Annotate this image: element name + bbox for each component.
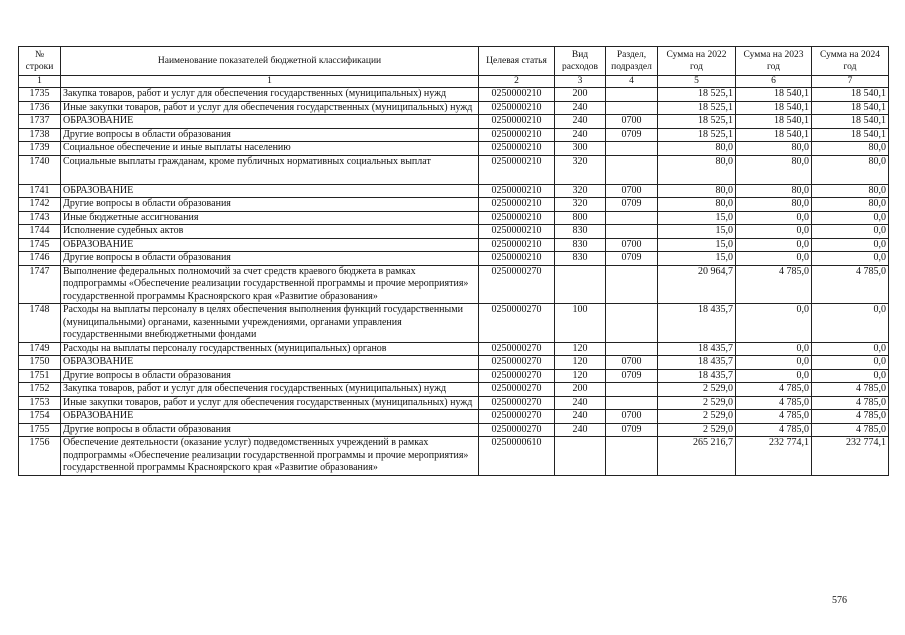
table-body bbox=[19, 88, 889, 476]
sum-2024: 0,0 bbox=[812, 211, 889, 225]
header-indicator-name: Наименование показателей бюджетной классификации bbox=[61, 47, 479, 76]
expense-type: 240 bbox=[555, 396, 606, 410]
row-number: 1740 bbox=[19, 155, 61, 184]
sum-2024: 0,0 bbox=[812, 252, 889, 266]
header-sum-2023: Сумма на 2023 год bbox=[736, 47, 812, 76]
table-row bbox=[19, 225, 889, 239]
sum-2024: 80,0 bbox=[812, 155, 889, 184]
sum-2023: 4 785,0 bbox=[736, 383, 812, 397]
section-code bbox=[606, 88, 658, 102]
expense-type: 300 bbox=[555, 142, 606, 156]
indicator-name: Иные закупки товаров, работ и услуг для обеспечения государственных (муниципальных) нужд bbox=[61, 396, 479, 410]
table-row bbox=[19, 383, 889, 397]
row-number: 1756 bbox=[19, 437, 61, 476]
sum-2022: 18 435,7 bbox=[658, 304, 736, 343]
indicator-name: Другие вопросы в области образования bbox=[61, 423, 479, 437]
sum-2022: 15,0 bbox=[658, 225, 736, 239]
section-code: 0700 bbox=[606, 184, 658, 198]
sum-2022: 18 525,1 bbox=[658, 101, 736, 115]
target-article: 0250000270 bbox=[479, 369, 555, 383]
sum-2022: 18 525,1 bbox=[658, 128, 736, 142]
sum-2023: 0,0 bbox=[736, 342, 812, 356]
table-row bbox=[19, 423, 889, 437]
indicator-name: Закупка товаров, работ и услуг для обеспечения государственных (муниципальных) нужд bbox=[61, 88, 479, 102]
sum-2024: 80,0 bbox=[812, 198, 889, 212]
section-code bbox=[606, 225, 658, 239]
target-article: 0250000210 bbox=[479, 198, 555, 212]
sum-2023: 18 540,1 bbox=[736, 128, 812, 142]
section-code bbox=[606, 342, 658, 356]
header-expense-type: Вид расходов bbox=[555, 47, 606, 76]
row-number: 1737 bbox=[19, 115, 61, 129]
sum-2022: 18 435,7 bbox=[658, 342, 736, 356]
section-code bbox=[606, 155, 658, 184]
table-row bbox=[19, 304, 889, 343]
indicator-name: Другие вопросы в области образования bbox=[61, 252, 479, 266]
expense-type: 200 bbox=[555, 88, 606, 102]
sum-2022: 18 435,7 bbox=[658, 356, 736, 370]
table-row bbox=[19, 410, 889, 424]
sum-2023: 4 785,0 bbox=[736, 423, 812, 437]
sum-2022: 2 529,0 bbox=[658, 423, 736, 437]
row-number: 1744 bbox=[19, 225, 61, 239]
sum-2022: 15,0 bbox=[658, 211, 736, 225]
target-article: 0250000270 bbox=[479, 383, 555, 397]
header-target-article: Целевая статья bbox=[479, 47, 555, 76]
sum-2022: 2 529,0 bbox=[658, 410, 736, 424]
header-section: Раздел, подраздел bbox=[606, 47, 658, 76]
target-article: 0250000210 bbox=[479, 88, 555, 102]
column-numbers-row bbox=[19, 76, 889, 88]
sum-2022: 18 525,1 bbox=[658, 115, 736, 129]
row-number: 1743 bbox=[19, 211, 61, 225]
table-row bbox=[19, 356, 889, 370]
sum-2024: 0,0 bbox=[812, 225, 889, 239]
expense-type: 320 bbox=[555, 198, 606, 212]
sum-2024: 232 774,1 bbox=[812, 437, 889, 476]
section-code: 0700 bbox=[606, 410, 658, 424]
sum-2022: 18 435,7 bbox=[658, 369, 736, 383]
table-row bbox=[19, 342, 889, 356]
row-number: 1751 bbox=[19, 369, 61, 383]
row-number: 1741 bbox=[19, 184, 61, 198]
sum-2024: 80,0 bbox=[812, 142, 889, 156]
table-row bbox=[19, 101, 889, 115]
sum-2023: 0,0 bbox=[736, 252, 812, 266]
section-code: 0709 bbox=[606, 423, 658, 437]
table-row bbox=[19, 252, 889, 266]
table-row bbox=[19, 238, 889, 252]
expense-type: 120 bbox=[555, 342, 606, 356]
row-number: 1735 bbox=[19, 88, 61, 102]
section-code: 0700 bbox=[606, 115, 658, 129]
page-number: 576 bbox=[832, 595, 847, 606]
expense-type bbox=[555, 437, 606, 476]
section-code bbox=[606, 142, 658, 156]
section-code: 0709 bbox=[606, 198, 658, 212]
budget-table bbox=[18, 46, 889, 476]
sum-2023: 0,0 bbox=[736, 304, 812, 343]
expense-type: 240 bbox=[555, 423, 606, 437]
column-number: 7 bbox=[812, 76, 889, 88]
indicator-name: Социальное обеспечение и иные выплаты населению bbox=[61, 142, 479, 156]
sum-2022: 20 964,7 bbox=[658, 265, 736, 304]
row-number: 1747 bbox=[19, 265, 61, 304]
expense-type: 830 bbox=[555, 238, 606, 252]
header-row bbox=[19, 47, 889, 76]
sum-2024: 4 785,0 bbox=[812, 396, 889, 410]
target-article: 0250000210 bbox=[479, 101, 555, 115]
sum-2023: 232 774,1 bbox=[736, 437, 812, 476]
column-number: 1 bbox=[61, 76, 479, 88]
column-number: 1 bbox=[19, 76, 61, 88]
table-row bbox=[19, 369, 889, 383]
sum-2023: 0,0 bbox=[736, 238, 812, 252]
table-row bbox=[19, 142, 889, 156]
indicator-name: Иные бюджетные ассигнования bbox=[61, 211, 479, 225]
row-number: 1739 bbox=[19, 142, 61, 156]
expense-type: 800 bbox=[555, 211, 606, 225]
expense-type: 120 bbox=[555, 369, 606, 383]
expense-type: 240 bbox=[555, 128, 606, 142]
target-article: 0250000270 bbox=[479, 342, 555, 356]
sum-2024: 18 540,1 bbox=[812, 88, 889, 102]
sum-2024: 0,0 bbox=[812, 356, 889, 370]
sum-2023: 80,0 bbox=[736, 184, 812, 198]
table-row bbox=[19, 198, 889, 212]
target-article: 0250000270 bbox=[479, 396, 555, 410]
sum-2022: 265 216,7 bbox=[658, 437, 736, 476]
indicator-name: ОБРАЗОВАНИЕ bbox=[61, 238, 479, 252]
sum-2024: 80,0 bbox=[812, 184, 889, 198]
sum-2024: 4 785,0 bbox=[812, 423, 889, 437]
sum-2024: 0,0 bbox=[812, 238, 889, 252]
expense-type: 320 bbox=[555, 184, 606, 198]
target-article: 0250000210 bbox=[479, 184, 555, 198]
sum-2023: 4 785,0 bbox=[736, 265, 812, 304]
section-code: 0709 bbox=[606, 252, 658, 266]
expense-type: 830 bbox=[555, 252, 606, 266]
indicator-name: Другие вопросы в области образования bbox=[61, 369, 479, 383]
section-code bbox=[606, 396, 658, 410]
sum-2024: 0,0 bbox=[812, 369, 889, 383]
sum-2023: 18 540,1 bbox=[736, 101, 812, 115]
indicator-name: Выполнение федеральных полномочий за счет средств краевого бюджета в рамках подпрограммы «Обеспечение реализации государственной программы и прочие мероприятия» государственной программы Красноярского края «Развитие образования» bbox=[61, 265, 479, 304]
row-number: 1750 bbox=[19, 356, 61, 370]
sum-2024: 18 540,1 bbox=[812, 115, 889, 129]
header-sum-2022: Сумма на 2022 год bbox=[658, 47, 736, 76]
target-article: 0250000270 bbox=[479, 410, 555, 424]
section-code: 0700 bbox=[606, 238, 658, 252]
table-row bbox=[19, 128, 889, 142]
sum-2023: 0,0 bbox=[736, 225, 812, 239]
section-code bbox=[606, 211, 658, 225]
table-row bbox=[19, 211, 889, 225]
row-number: 1748 bbox=[19, 304, 61, 343]
table-header bbox=[19, 47, 889, 88]
sum-2023: 0,0 bbox=[736, 211, 812, 225]
target-article: 0250000270 bbox=[479, 265, 555, 304]
table-row bbox=[19, 184, 889, 198]
target-article: 0250000610 bbox=[479, 437, 555, 476]
sum-2024: 4 785,0 bbox=[812, 383, 889, 397]
sum-2022: 18 525,1 bbox=[658, 88, 736, 102]
section-code: 0709 bbox=[606, 128, 658, 142]
sum-2022: 80,0 bbox=[658, 198, 736, 212]
expense-type: 100 bbox=[555, 304, 606, 343]
indicator-name: Закупка товаров, работ и услуг для обеспечения государственных (муниципальных) нужд bbox=[61, 383, 479, 397]
sum-2023: 80,0 bbox=[736, 198, 812, 212]
target-article: 0250000210 bbox=[479, 225, 555, 239]
expense-type bbox=[555, 265, 606, 304]
row-number: 1754 bbox=[19, 410, 61, 424]
sum-2023: 80,0 bbox=[736, 155, 812, 184]
sum-2024: 4 785,0 bbox=[812, 265, 889, 304]
indicator-name: Исполнение судебных актов bbox=[61, 225, 479, 239]
target-article: 0250000210 bbox=[479, 142, 555, 156]
sum-2024: 18 540,1 bbox=[812, 101, 889, 115]
column-number: 4 bbox=[606, 76, 658, 88]
row-number: 1749 bbox=[19, 342, 61, 356]
sum-2022: 2 529,0 bbox=[658, 383, 736, 397]
table-row bbox=[19, 88, 889, 102]
section-code bbox=[606, 265, 658, 304]
indicator-name: ОБРАЗОВАНИЕ bbox=[61, 115, 479, 129]
indicator-name: Иные закупки товаров, работ и услуг для обеспечения государственных (муниципальных) нужд bbox=[61, 101, 479, 115]
expense-type: 320 bbox=[555, 155, 606, 184]
expense-type: 240 bbox=[555, 101, 606, 115]
row-number: 1755 bbox=[19, 423, 61, 437]
target-article: 0250000270 bbox=[479, 304, 555, 343]
table-row bbox=[19, 115, 889, 129]
sum-2023: 18 540,1 bbox=[736, 88, 812, 102]
target-article: 0250000270 bbox=[479, 423, 555, 437]
column-number: 2 bbox=[479, 76, 555, 88]
sum-2023: 0,0 bbox=[736, 356, 812, 370]
expense-type: 240 bbox=[555, 410, 606, 424]
indicator-name: Расходы на выплаты персоналу государственных (муниципальных) органов bbox=[61, 342, 479, 356]
section-code bbox=[606, 101, 658, 115]
sum-2022: 15,0 bbox=[658, 238, 736, 252]
sum-2022: 2 529,0 bbox=[658, 396, 736, 410]
expense-type: 200 bbox=[555, 383, 606, 397]
indicator-name: ОБРАЗОВАНИЕ bbox=[61, 184, 479, 198]
indicator-name: Другие вопросы в области образования bbox=[61, 128, 479, 142]
indicator-name: Обеспечение деятельности (оказание услуг) подведомственных учреждений в рамках подпрограммы «Обеспечение реализации государственной программы и прочие мероприятия» государственной программы Красноярского края «Развитие образования» bbox=[61, 437, 479, 476]
sum-2024: 4 785,0 bbox=[812, 410, 889, 424]
sum-2023: 18 540,1 bbox=[736, 115, 812, 129]
row-number: 1753 bbox=[19, 396, 61, 410]
indicator-name: ОБРАЗОВАНИЕ bbox=[61, 356, 479, 370]
expense-type: 240 bbox=[555, 115, 606, 129]
sum-2024: 18 540,1 bbox=[812, 128, 889, 142]
table-row bbox=[19, 155, 889, 184]
column-number: 6 bbox=[736, 76, 812, 88]
sum-2022: 80,0 bbox=[658, 142, 736, 156]
target-article: 0250000210 bbox=[479, 128, 555, 142]
indicator-name: Расходы на выплаты персоналу в целях обеспечения выполнения функций государственными (муниципальными) органами, казенными учреждениями, органами управления государственными внебюджетными фондами bbox=[61, 304, 479, 343]
expense-type: 830 bbox=[555, 225, 606, 239]
header-row-number: № строки bbox=[19, 47, 61, 76]
table-row bbox=[19, 437, 889, 476]
indicator-name: Социальные выплаты гражданам, кроме публичных нормативных социальных выплат bbox=[61, 155, 479, 184]
indicator-name: ОБРАЗОВАНИЕ bbox=[61, 410, 479, 424]
section-code bbox=[606, 304, 658, 343]
sum-2023: 4 785,0 bbox=[736, 396, 812, 410]
sum-2023: 0,0 bbox=[736, 369, 812, 383]
header-sum-2024: Сумма на 2024 год bbox=[812, 47, 889, 76]
sum-2022: 15,0 bbox=[658, 252, 736, 266]
column-number: 3 bbox=[555, 76, 606, 88]
row-number: 1752 bbox=[19, 383, 61, 397]
row-number: 1746 bbox=[19, 252, 61, 266]
expense-type: 120 bbox=[555, 356, 606, 370]
target-article: 0250000270 bbox=[479, 356, 555, 370]
sum-2022: 80,0 bbox=[658, 184, 736, 198]
sum-2024: 0,0 bbox=[812, 342, 889, 356]
table-row bbox=[19, 396, 889, 410]
table-row bbox=[19, 265, 889, 304]
target-article: 0250000210 bbox=[479, 238, 555, 252]
section-code: 0709 bbox=[606, 369, 658, 383]
sum-2024: 0,0 bbox=[812, 304, 889, 343]
row-number: 1745 bbox=[19, 238, 61, 252]
section-code bbox=[606, 437, 658, 476]
row-number: 1742 bbox=[19, 198, 61, 212]
section-code: 0700 bbox=[606, 356, 658, 370]
target-article: 0250000210 bbox=[479, 115, 555, 129]
target-article: 0250000210 bbox=[479, 155, 555, 184]
target-article: 0250000210 bbox=[479, 252, 555, 266]
row-number: 1736 bbox=[19, 101, 61, 115]
row-number: 1738 bbox=[19, 128, 61, 142]
column-number: 5 bbox=[658, 76, 736, 88]
sum-2022: 80,0 bbox=[658, 155, 736, 184]
section-code bbox=[606, 383, 658, 397]
sum-2023: 4 785,0 bbox=[736, 410, 812, 424]
target-article: 0250000210 bbox=[479, 211, 555, 225]
sum-2023: 80,0 bbox=[736, 142, 812, 156]
indicator-name: Другие вопросы в области образования bbox=[61, 198, 479, 212]
